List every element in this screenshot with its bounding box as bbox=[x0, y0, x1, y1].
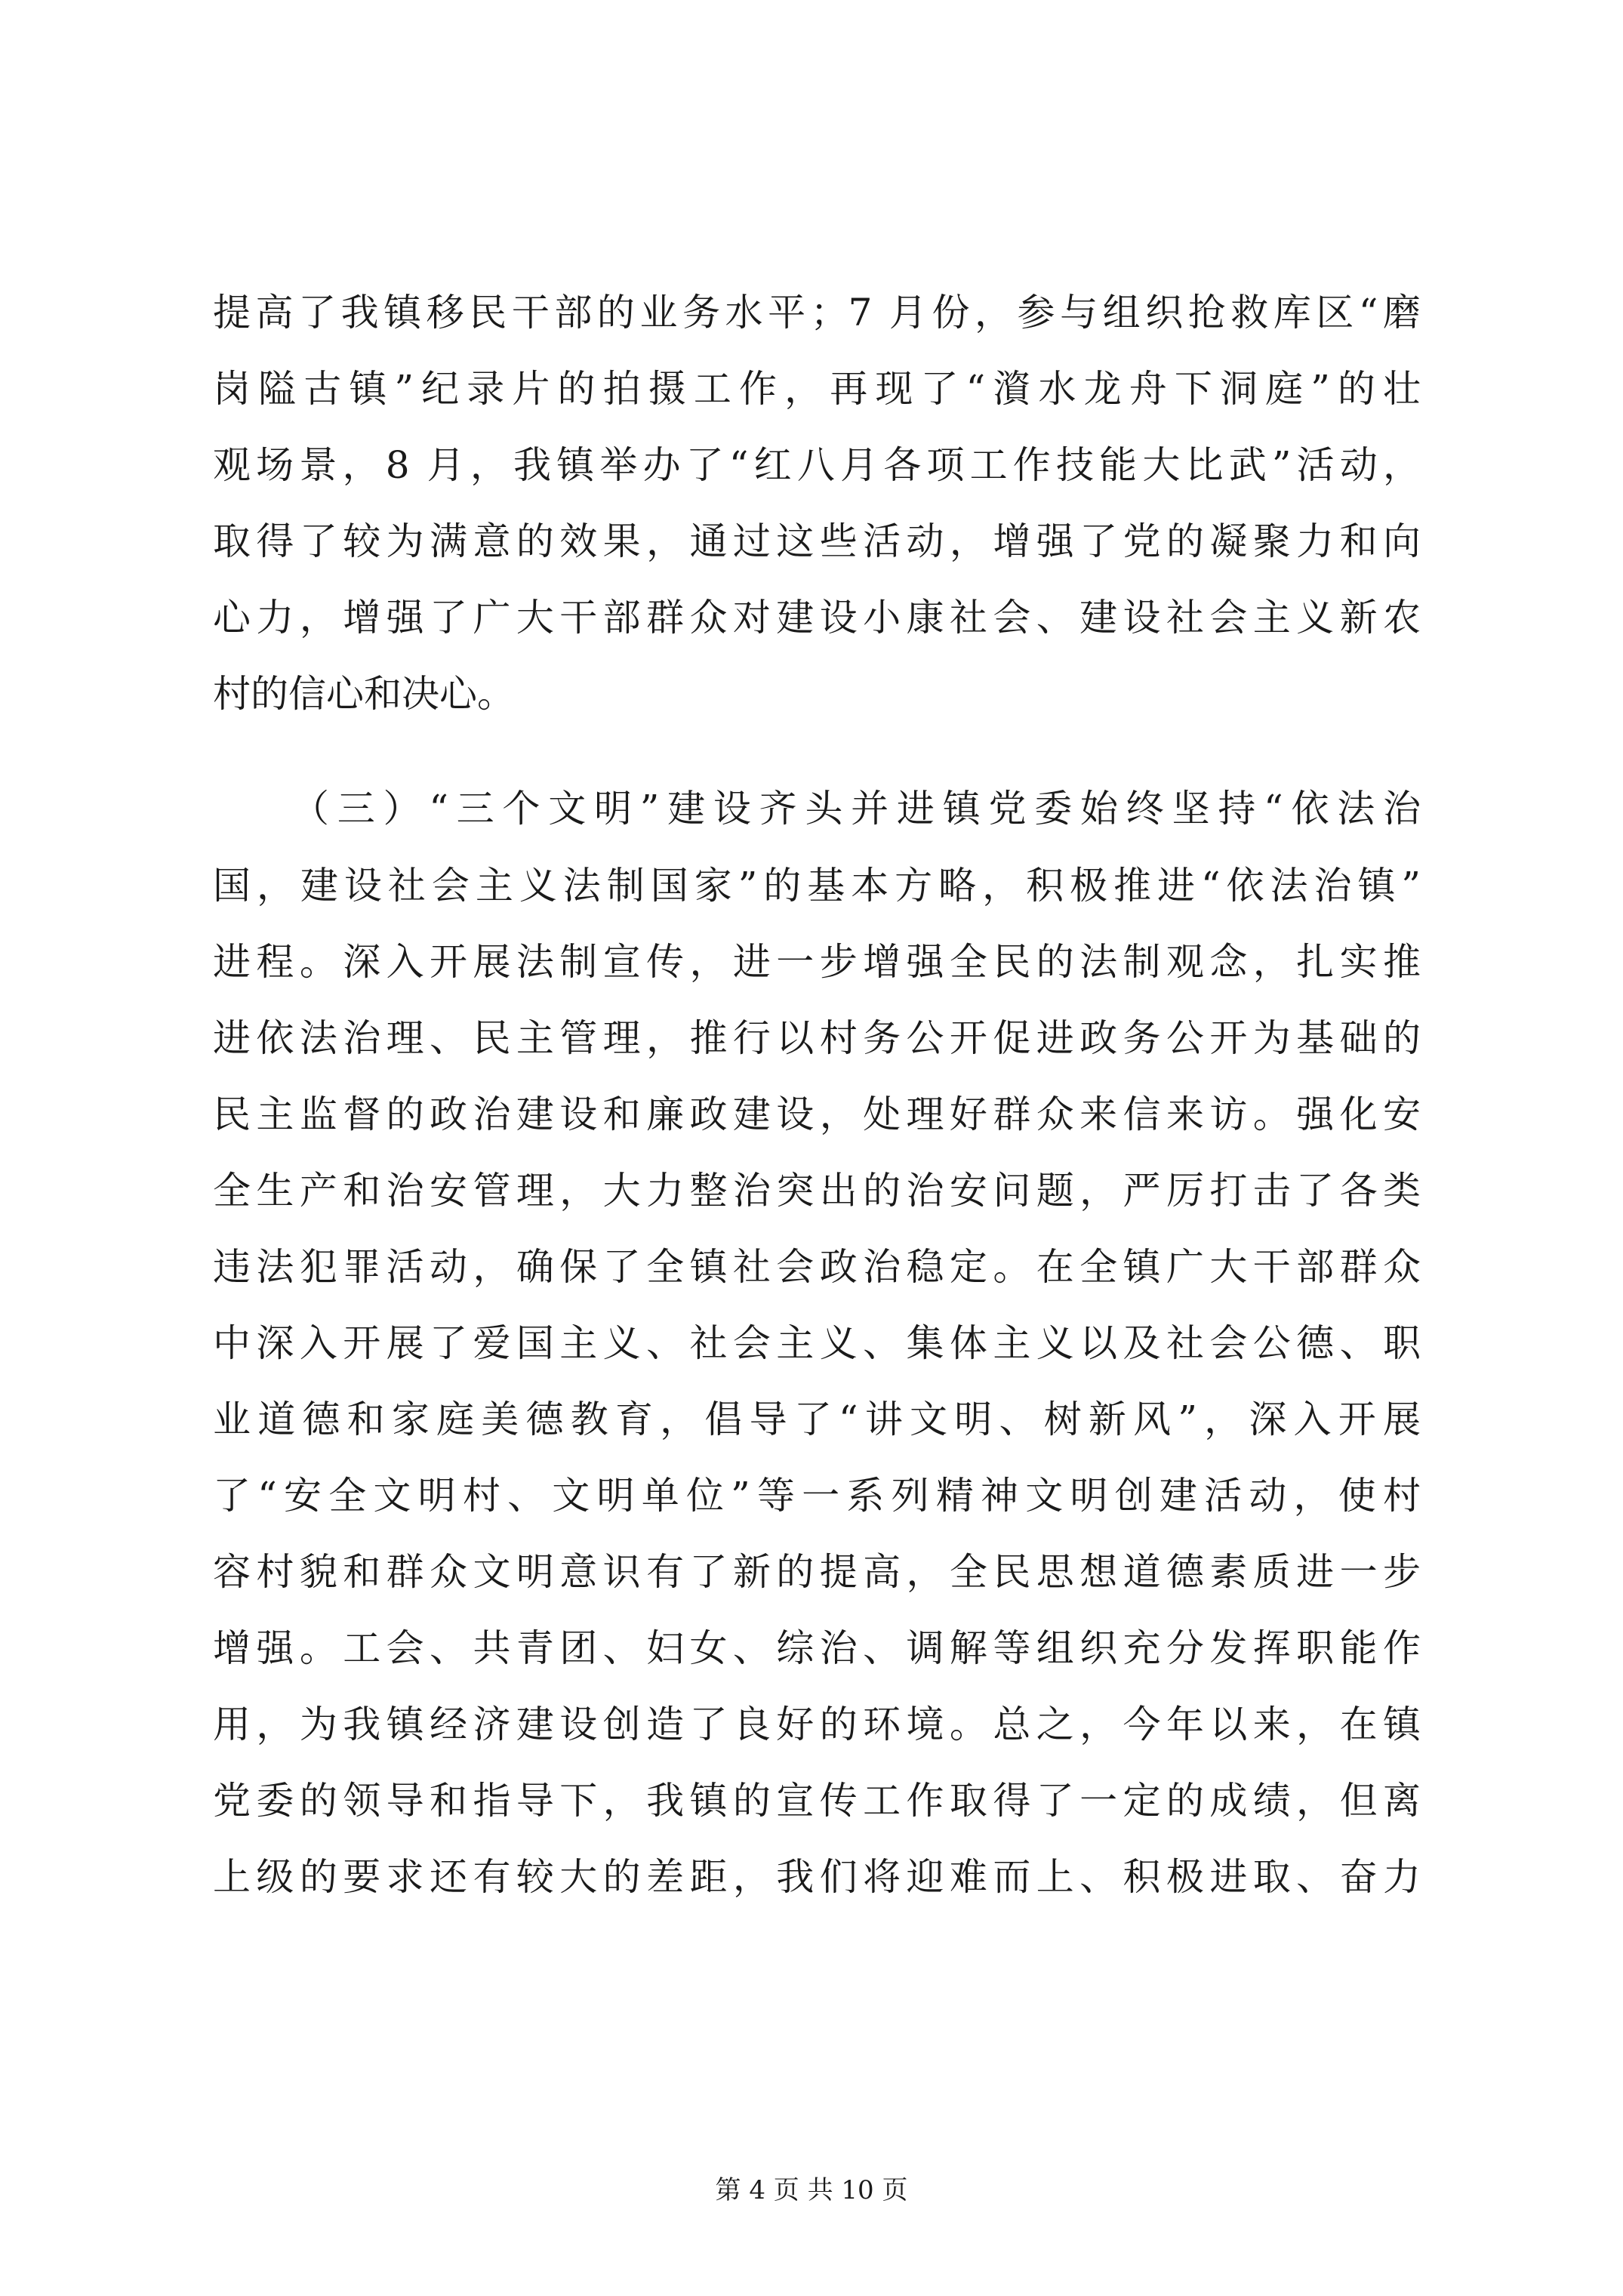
text-line-8: 国，建设社会主义法制国家”的基本方略，积极推进“依法治镇” bbox=[213, 864, 1421, 908]
text-line-2: 岗隘古镇”纪录片的拍摄工作，再现了“澬水龙舟下洞庭”的壮 bbox=[213, 367, 1421, 411]
text-line-17: 容村貌和群众文明意识有了新的提高，全民思想道德素质进一步 bbox=[213, 1550, 1421, 1594]
text-line-14: 中深入开展了爱国主义、社会主义、集体主义以及社会公德、职 bbox=[213, 1321, 1421, 1365]
page-number-footer: 第 4 页 共 10 页 bbox=[715, 2175, 908, 2205]
text-line-6: 村的信心和决心。 bbox=[213, 672, 515, 716]
text-line-4: 取得了较为满意的效果，通过这些活动，增强了党的凝聚力和向 bbox=[213, 519, 1421, 563]
text-line-10: 进依法治理、民主管理，推行以村务公开促进政务公开为基础的 bbox=[213, 1016, 1421, 1060]
text-line-13: 违法犯罪活动，确保了全镇社会政治稳定。在全镇广大干部群众 bbox=[213, 1245, 1421, 1289]
text-line-12: 全生产和治安管理，大力整治突出的治安问题，严厉打击了各类 bbox=[213, 1169, 1421, 1213]
text-line-11: 民主监督的政治建设和廉政建设，处理好群众来信来访。强化安 bbox=[213, 1093, 1421, 1136]
text-line-19: 用，为我镇经济建设创造了良好的环境。总之，今年以来，在镇 bbox=[213, 1703, 1421, 1746]
text-line-20: 党委的领导和指导下，我镇的宣传工作取得了一定的成绩，但离 bbox=[213, 1779, 1421, 1823]
text-line-7: （三）“三个文明”建设齐头并进镇党委始终坚持“依法治 bbox=[291, 787, 1421, 831]
text-line-15: 业道德和家庭美德教育，倡导了“讲文明、树新风”，深入开展 bbox=[213, 1398, 1421, 1441]
text-line-3: 观场景，8 月，我镇举办了“红八月各项工作技能大比武”活动， bbox=[213, 443, 1421, 487]
text-line-1: 提高了我镇移民干部的业务水平；7 月份，参与组织抢救库区“磨 bbox=[213, 291, 1421, 334]
text-line-18: 增强。工会、共青团、妇女、综治、调解等组织充分发挥职能作 bbox=[213, 1626, 1421, 1670]
text-line-16: 了“安全文明村、文明单位”等一系列精神文明创建活动，使村 bbox=[213, 1474, 1421, 1518]
text-line-21: 上级的要求还有较大的差距，我们将迎难而上、积极进取、奋力 bbox=[213, 1855, 1421, 1899]
text-line-5: 心力，增强了广大干部群众对建设小康社会、建设社会主义新农 bbox=[213, 596, 1421, 639]
text-line-9: 进程。深入开展法制宣传，进一步增强全民的法制观念，扎实推 bbox=[213, 940, 1421, 984]
